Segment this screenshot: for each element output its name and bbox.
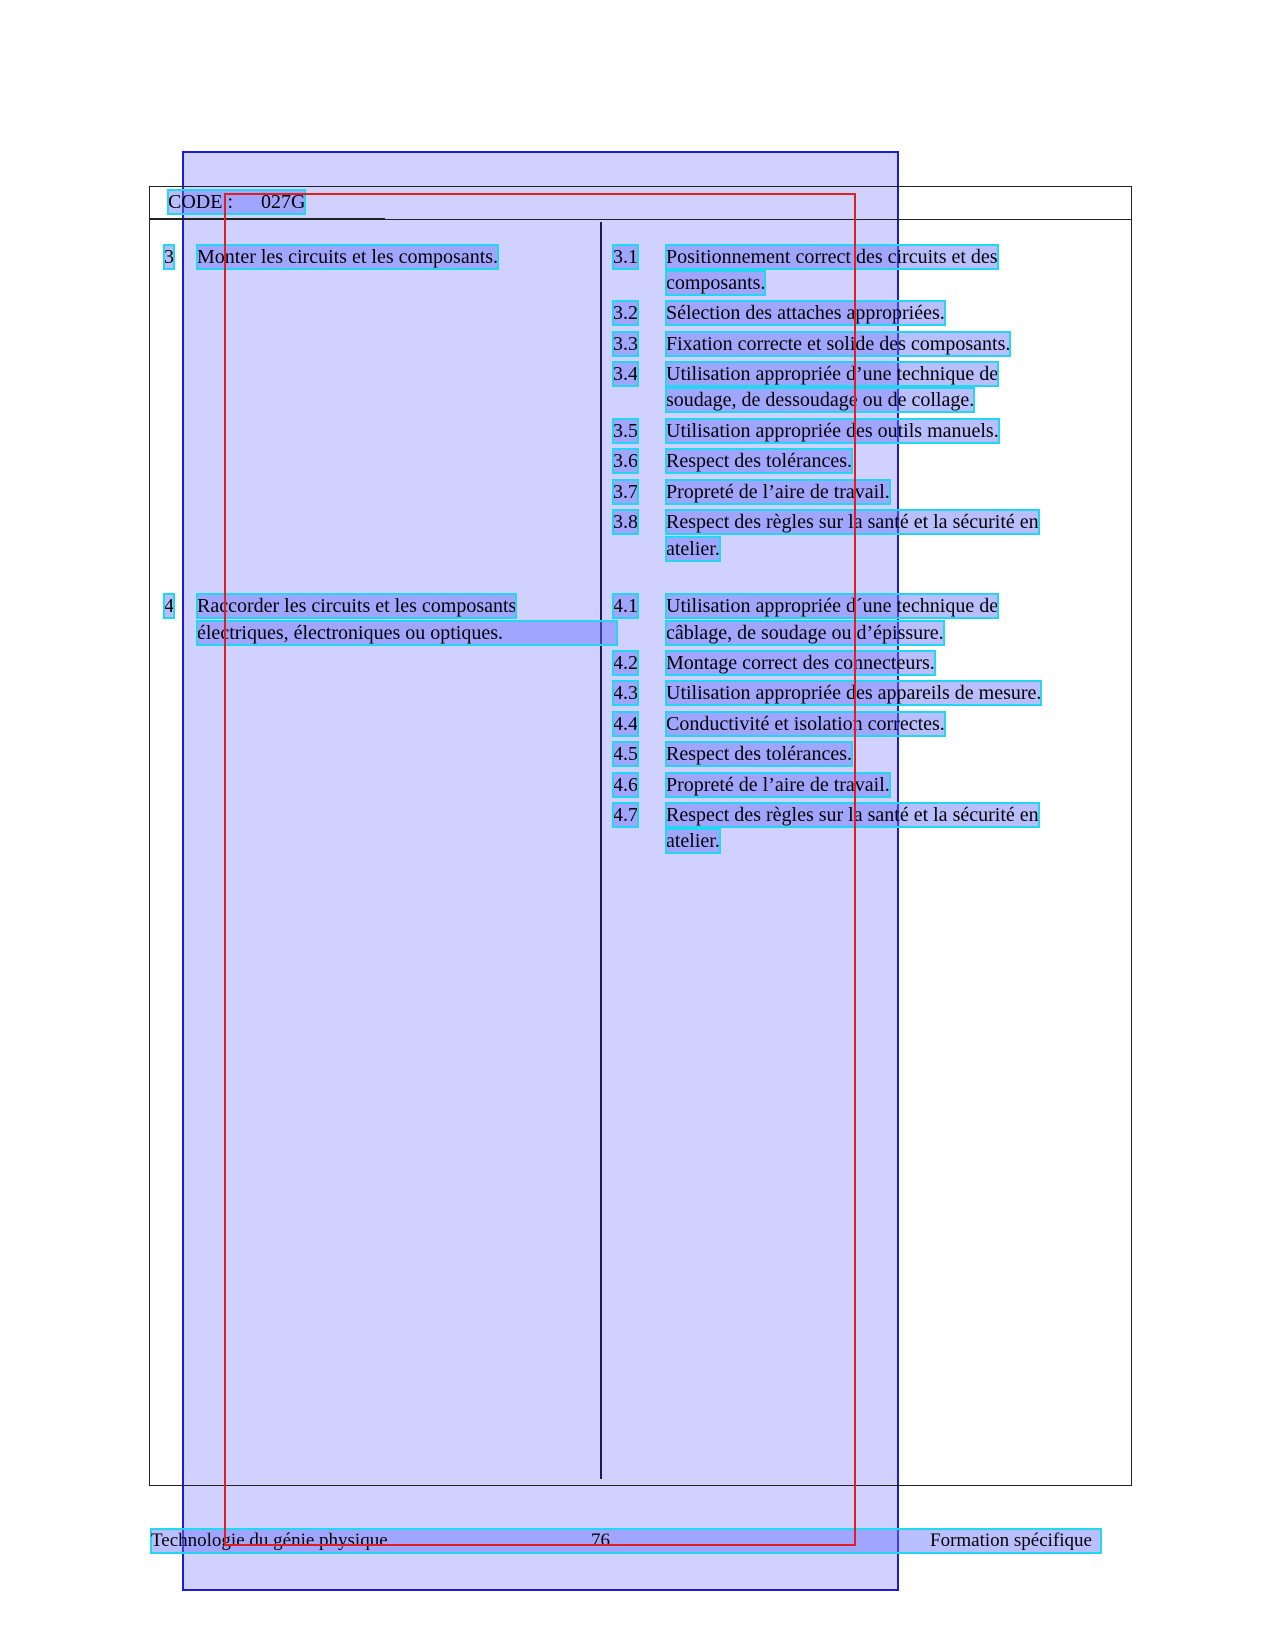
code-header [168,190,305,214]
code-label: CODE : [168,191,233,213]
task-number: 3 [164,246,174,268]
criterion-number: 4.2 [613,652,638,674]
task-number: 4 [164,595,174,617]
criterion-text: composants. [666,272,766,294]
task-text: Raccorder les circuits et les composants [197,595,517,617]
criterion-text: soudage, de dessoudage ou de collage. [666,389,975,411]
task-text: électriques, électroniques ou optiques. [197,621,617,645]
criterion-text: câblage, de soudage ou d’épissure. [666,622,944,644]
criterion-text: Respect des tolérances. [666,450,853,472]
criterion-text: Sélection des attaches appropriées. [666,302,945,324]
criterion-number: 3.1 [613,246,638,268]
code-underline [149,218,385,220]
criterion-number: 4.1 [613,595,638,617]
criterion-text: Respect des règles sur la santé et la sécurité en [666,511,1039,533]
criterion-text: Positionnement correct des circuits et des [666,246,998,268]
criterion-number: 3.2 [613,302,638,324]
criterion-text: Utilisation appropriée d´une technique de [666,595,999,617]
criterion-text: Utilisation appropriée des outils manuels. [666,420,999,442]
criterion-number: 3.7 [613,481,638,503]
criterion-text: Propreté de l’aire de travail. [666,774,890,796]
page-number: 76 [591,1530,610,1551]
criterion-number: 3.6 [613,450,638,472]
criterion-number: 4.7 [613,804,638,826]
criterion-number: 3.8 [613,511,638,533]
code-value: 027G [261,191,306,213]
criterion-number: 3.3 [613,333,638,355]
criterion-text: Respect des règles sur la santé et la sécurité en [666,804,1039,826]
criterion-number: 4.4 [613,713,638,735]
criterion-text: atelier. [666,538,720,560]
criterion-text: Utilisation appropriée d’une technique de [666,363,999,385]
criterion-number: 4.6 [613,774,638,796]
criterion-number: 3.5 [613,420,638,442]
criterion-number: 3.4 [613,363,638,385]
criterion-text: Propreté de l’aire de travail. [666,481,890,503]
criterion-text: Conductivité et isolation correctes. [666,713,945,735]
criterion-text: Montage correct des connecteurs. [666,652,935,674]
column-divider [600,222,602,1479]
criterion-text: atelier. [666,830,720,852]
footer-left: Technologie du génie physique [151,1530,388,1551]
criterion-number: 4.5 [613,743,638,765]
footer-right: Formation spécifique [930,1530,1092,1551]
criterion-text: Utilisation appropriée des appareils de mesure. [666,682,1042,704]
task-text: Monter les circuits et les composants. [197,246,499,268]
criterion-text: Respect des tolérances. [666,743,853,765]
criterion-text: Fixation correcte et solide des composants. [666,333,1011,355]
criterion-number: 4.3 [613,682,638,704]
